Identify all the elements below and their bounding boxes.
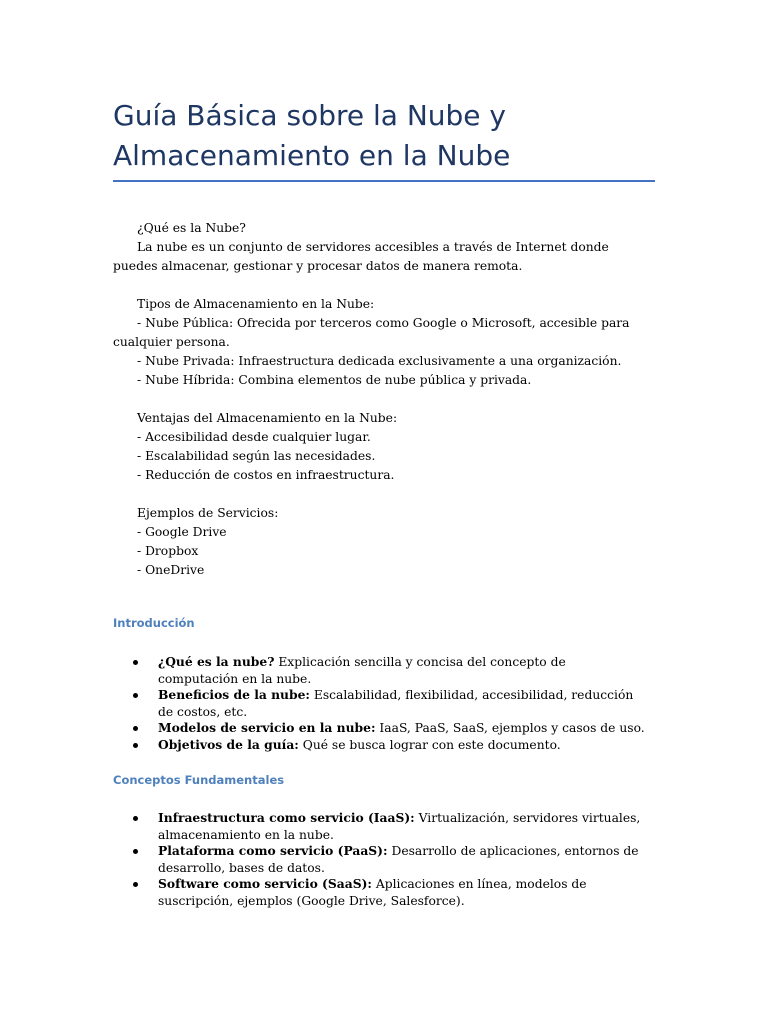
list-item-text: Escalabilidad, flexibilidad, accesibilidad, reducción de costos, etc.	[158, 688, 634, 719]
intro-body	[113, 219, 655, 580]
list-item	[113, 843, 648, 876]
list-item-text: Desarrollo de aplicaciones, entornos de desarrollo, bases de datos.	[158, 844, 639, 875]
bullet-icon	[133, 660, 138, 665]
list-item-term: Infraestructura como servicio (IaaS):	[158, 810, 415, 825]
advantage-item: - Accesibilidad desde cualquier lugar.	[137, 430, 371, 444]
bullet-icon	[133, 743, 138, 748]
list-item	[113, 720, 648, 737]
bullet-icon	[133, 693, 138, 698]
advantages-title: Ventajas del Almacenamiento en la Nube:	[137, 411, 398, 425]
example-item: - Dropbox	[137, 544, 199, 558]
bullet-icon	[133, 816, 138, 821]
list-item-term: ¿Qué es la nube?	[158, 654, 275, 669]
bullet-icon	[133, 849, 138, 854]
list-item-text: Virtualización, servidores virtuales, almacenamiento en la nube.	[158, 811, 641, 842]
storage-type-item: - Nube Privada: Infraestructura dedicada exclusivamente a una organización.	[137, 354, 622, 368]
list-item	[113, 687, 648, 720]
list-item-term: Modelos de servicio en la nube:	[158, 720, 376, 735]
examples-title: Ejemplos de Servicios:	[137, 506, 279, 520]
list-item-term: Software como servicio (SaaS):	[158, 876, 372, 891]
list-item-term: Objetivos de la guía:	[158, 736, 299, 752]
section-heading-introduccion: Introducción	[113, 616, 195, 630]
list-item-text: Aplicaciones en línea, modelos de suscripción, ejemplos (Google Drive, Salesforce).	[158, 877, 587, 908]
list-item-term: Plataforma como servicio (PaaS):	[158, 843, 388, 858]
storage-type-item: - Nube Pública: Ofrecida por terceros como Google o Microsoft, accesible para cualquier persona.	[113, 316, 630, 349]
list-item-text: Explicación sencilla y concisa del concepto de computación en la nube.	[158, 655, 566, 686]
list-item-text: IaaS, PaaS, SaaS, ejemplos y casos de uso.	[375, 721, 645, 735]
page-title: Guía Básica sobre la Nube y Almacenamiento en la Nube	[113, 99, 511, 172]
conceptos-list	[113, 810, 648, 909]
example-item: - Google Drive	[137, 525, 227, 539]
introduccion-list	[113, 654, 648, 753]
list-item	[113, 876, 648, 909]
title-underline	[113, 180, 655, 182]
storage-types-title: Tipos de Almacenamiento en la Nube:	[137, 297, 375, 311]
bullet-icon	[133, 882, 138, 887]
advantage-item: - Reducción de costos en infraestructura.	[137, 468, 395, 482]
what-is-cloud-body: La nube es un conjunto de servidores accesibles a través de Internet donde puedes almacenar, gestionar y procesar datos de manera remota.	[113, 240, 609, 273]
advantage-item: - Escalabilidad según las necesidades.	[137, 449, 376, 463]
list-item	[113, 737, 648, 754]
list-item-text: Qué se busca lograr con este documento.	[298, 737, 561, 752]
what-is-cloud-title: ¿Qué es la Nube?	[137, 221, 246, 235]
list-item	[113, 810, 648, 843]
list-item	[113, 654, 648, 687]
storage-type-item: - Nube Híbrida: Combina elementos de nube pública y privada.	[137, 373, 532, 387]
example-item: - OneDrive	[137, 563, 205, 577]
list-item-term: Beneficios de la nube:	[158, 687, 310, 702]
bullet-icon	[133, 726, 138, 731]
section-heading-conceptos: Conceptos Fundamentales	[113, 773, 285, 787]
